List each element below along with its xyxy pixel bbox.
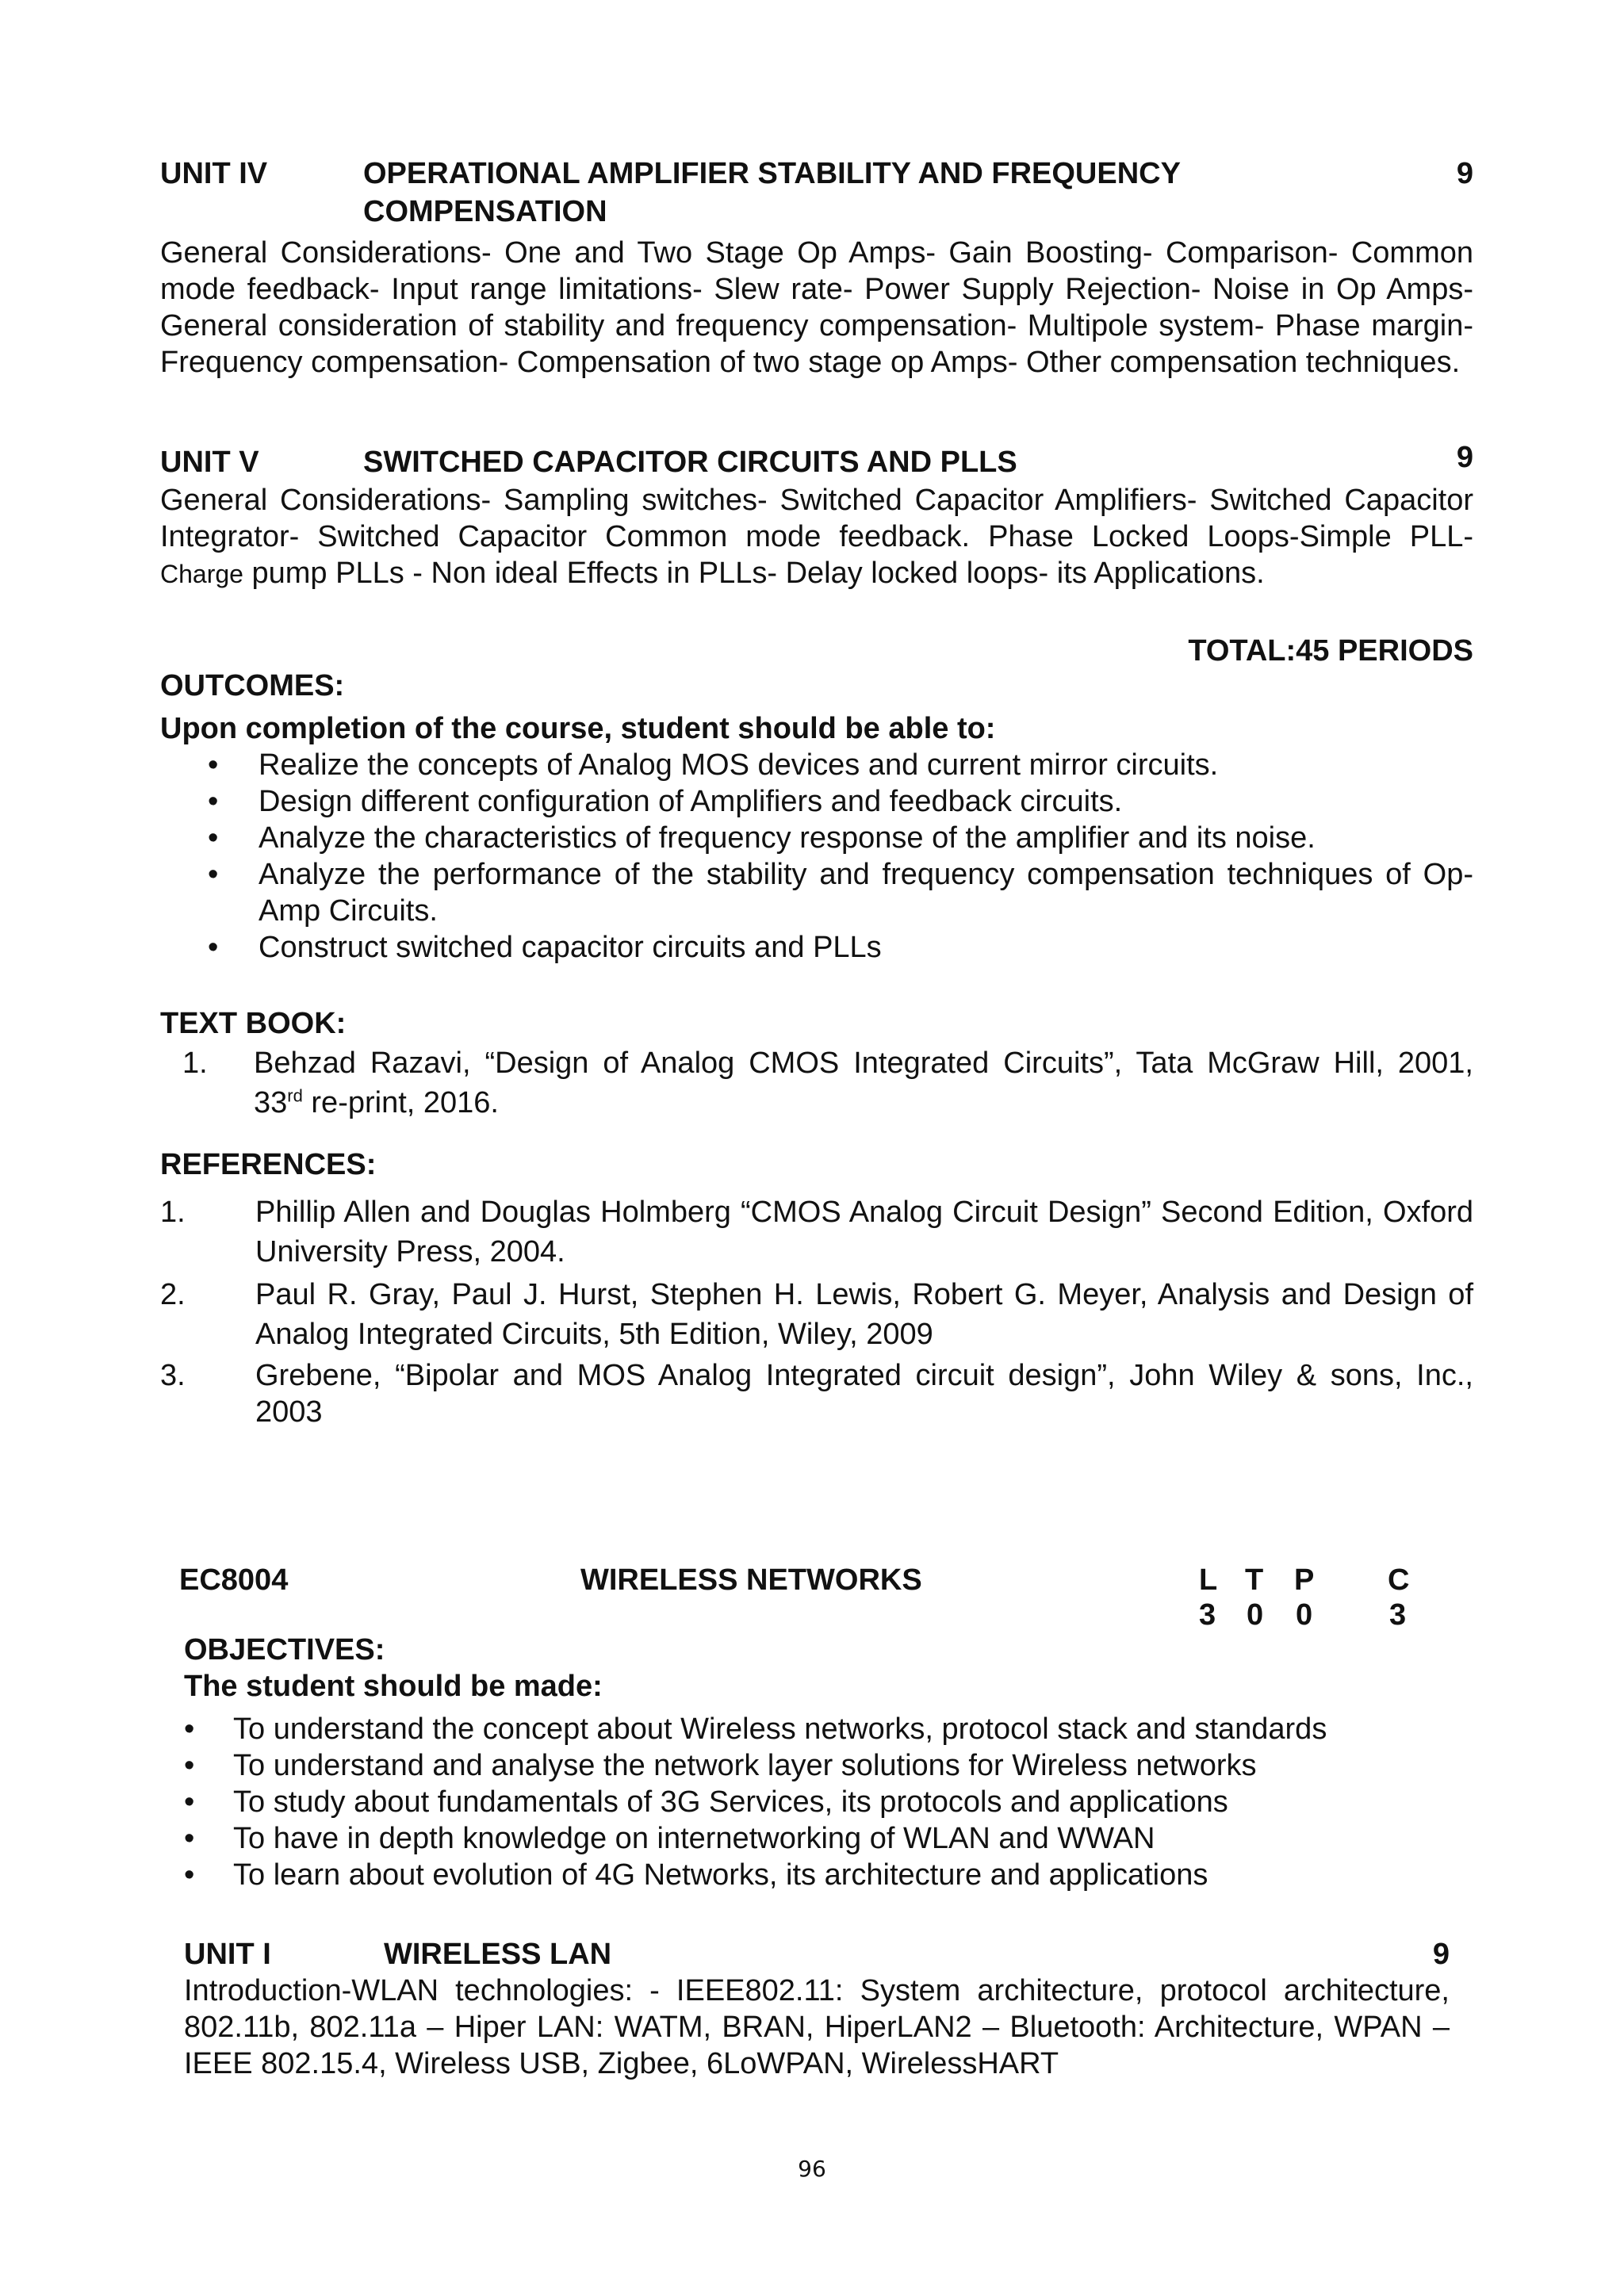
ltpc-header-l: L [1199, 1563, 1218, 1597]
bullet: • [184, 1858, 195, 1892]
textbook-line2: 33rd re-print, 2016. [254, 1085, 499, 1119]
unit1-section [184, 1936, 1450, 2082]
unit4-section [160, 155, 1473, 381]
bullet: • [184, 1822, 195, 1855]
objective-item: • To understand and analyse the network layer solutions for Wireless networks [184, 1749, 1257, 1782]
textbook-number: 1. [182, 1047, 208, 1080]
ltpc-header-c: C [1388, 1563, 1410, 1597]
bullet: • [208, 748, 219, 782]
outcome-item: • Analyze the performance of the stability and frequency compensation techniques of Op-Amp Circuits. [208, 858, 1473, 928]
objective-item: • To study about fundamentals of 3G Services, its protocols and applications [184, 1785, 1228, 1819]
objectives-heading: OBJECTIVES: [184, 1633, 385, 1667]
unit4-label: UNIT IV [160, 157, 268, 190]
unit1-body: Introduction-WLAN technologies: - IEEE802.11: System architecture, protocol architecture, 802.11b, 802.11a – Hiper LAN: WATM, BRAN, HiperLAN2 – Bluetooth: Architecture, WPAN – IEEE 802.15.4, Wireless USB, Zigbee, 6LoWPAN, WirelessHART [184, 1974, 1450, 2080]
unit4-body: General Considerations- One and Two Stage Op Amps- Gain Boosting- Comparison- Common mode feedback- Input range limitations- Slew rate- Power Supply Rejection- Noise in Op Amps- General consideration of stability and frequency compensation- Multipole system- Phase margin- Frequency compensation- Compensation of two stage op Amps- Other compensation techniques. [160, 236, 1473, 379]
unit5-body [160, 482, 1473, 592]
bullet: • [208, 821, 219, 855]
unit5-body-main: General Considerations- Sampling switches- Switched Capacitor Amplifiers- Switched Capacitor Integrator- Switched Capacitor Common mode feedback. Phase Locked Loops-Simple PLL- [160, 484, 1473, 553]
ltpc-value-c: 3 [1389, 1598, 1407, 1632]
outcome-item: • Design different configuration of Amplifiers and feedback circuits. [208, 785, 1123, 818]
ltpc-value-p: 0 [1296, 1598, 1313, 1632]
outcomes-list [208, 747, 1473, 966]
ltpc-value-l: 3 [1199, 1598, 1216, 1632]
total-periods: TOTAL:45 PERIODS [1188, 634, 1473, 668]
objectives-section [184, 1632, 1473, 1893]
course-title: WIRELESS NETWORKS [580, 1563, 922, 1597]
objectives-list [184, 1711, 1473, 1893]
outcomes-heading: OUTCOMES: [160, 669, 345, 702]
unit4-title-line1: OPERATIONAL AMPLIFIER STABILITY AND FREQUENCY [363, 157, 1181, 190]
bullet: • [184, 1785, 195, 1819]
outcomes-intro: Upon completion of the course, student should be able to: [160, 712, 996, 745]
reference-item: 3. Grebene, “Bipolar and MOS Analog Integrated circuit design”, John Wiley & sons, Inc., 2003 [160, 1359, 1473, 1429]
objectives-intro: The student should be made: [184, 1670, 603, 1703]
bullet: • [208, 785, 219, 818]
reference-item: 2. Paul R. Gray, Paul J. Hurst, Stephen H. Lewis, Robert G. Meyer, Analysis and Design of Analog Integrated Circuits, 5th Edition, Wiley, 2009 [160, 1278, 1473, 1351]
course-code: EC8004 [179, 1563, 289, 1597]
textbook-heading: TEXT BOOK: [160, 1007, 347, 1040]
ltpc-header-p: P [1294, 1563, 1315, 1597]
unit1-title: WIRELESS LAN [384, 1938, 612, 1971]
ltpc-value-t: 0 [1247, 1598, 1264, 1632]
unit1-label: UNIT I [184, 1938, 271, 1971]
textbook-line1: Behzad Razavi, “Design of Analog CMOS Integrated Circuits”, Tata McGraw Hill, 2001, [254, 1047, 1473, 1080]
references-heading: REFERENCES: [160, 1148, 377, 1181]
unit5-section [160, 441, 1473, 592]
unit5-label: UNIT V [160, 446, 259, 479]
page-number: 96 [798, 2156, 826, 2182]
bullet: • [208, 858, 219, 891]
outcome-item: • Analyze the characteristics of frequency response of the amplifier and its noise. [208, 821, 1316, 855]
references-list [160, 1192, 1473, 1430]
unit5-title: SWITCHED CAPACITOR CIRCUITS AND PLLS [363, 446, 1017, 479]
unit1-hours: 9 [1432, 1938, 1450, 1971]
objective-item: • To understand the concept about Wireless networks, protocol stack and standards [184, 1712, 1327, 1746]
outcomes-section [160, 668, 1473, 966]
unit5-hours: 9 [1456, 441, 1473, 474]
ltpc-header-t: T [1245, 1563, 1264, 1597]
reference-item: 1. Phillip Allen and Douglas Holmberg “CMOS Analog Circuit Design” Second Edition, Oxford University Press, 2004. [160, 1196, 1473, 1269]
references-section [160, 1146, 1473, 1430]
objective-item: • To learn about evolution of 4G Networks, its architecture and applications [184, 1858, 1208, 1892]
course-header [179, 1562, 1472, 1641]
outcome-item: • Construct switched capacitor circuits and PLLs [208, 931, 882, 964]
textbook-section [160, 1005, 1473, 1123]
bullet: • [208, 931, 219, 964]
unit5-body-end: pump PLLs - Non ideal Effects in PLLs- Delay locked loops- its Applications. [243, 557, 1265, 590]
bullet: • [184, 1749, 195, 1782]
outcome-item: • Realize the concepts of Analog MOS devices and current mirror circuits. [208, 748, 1219, 782]
bullet: • [184, 1712, 195, 1746]
objective-item: • To have in depth knowledge on internetworking of WLAN and WWAN [184, 1822, 1155, 1855]
unit4-title-line2: COMPENSATION [363, 195, 607, 228]
unit5-body-small: Charge [160, 560, 243, 588]
unit4-hours: 9 [1456, 157, 1473, 190]
